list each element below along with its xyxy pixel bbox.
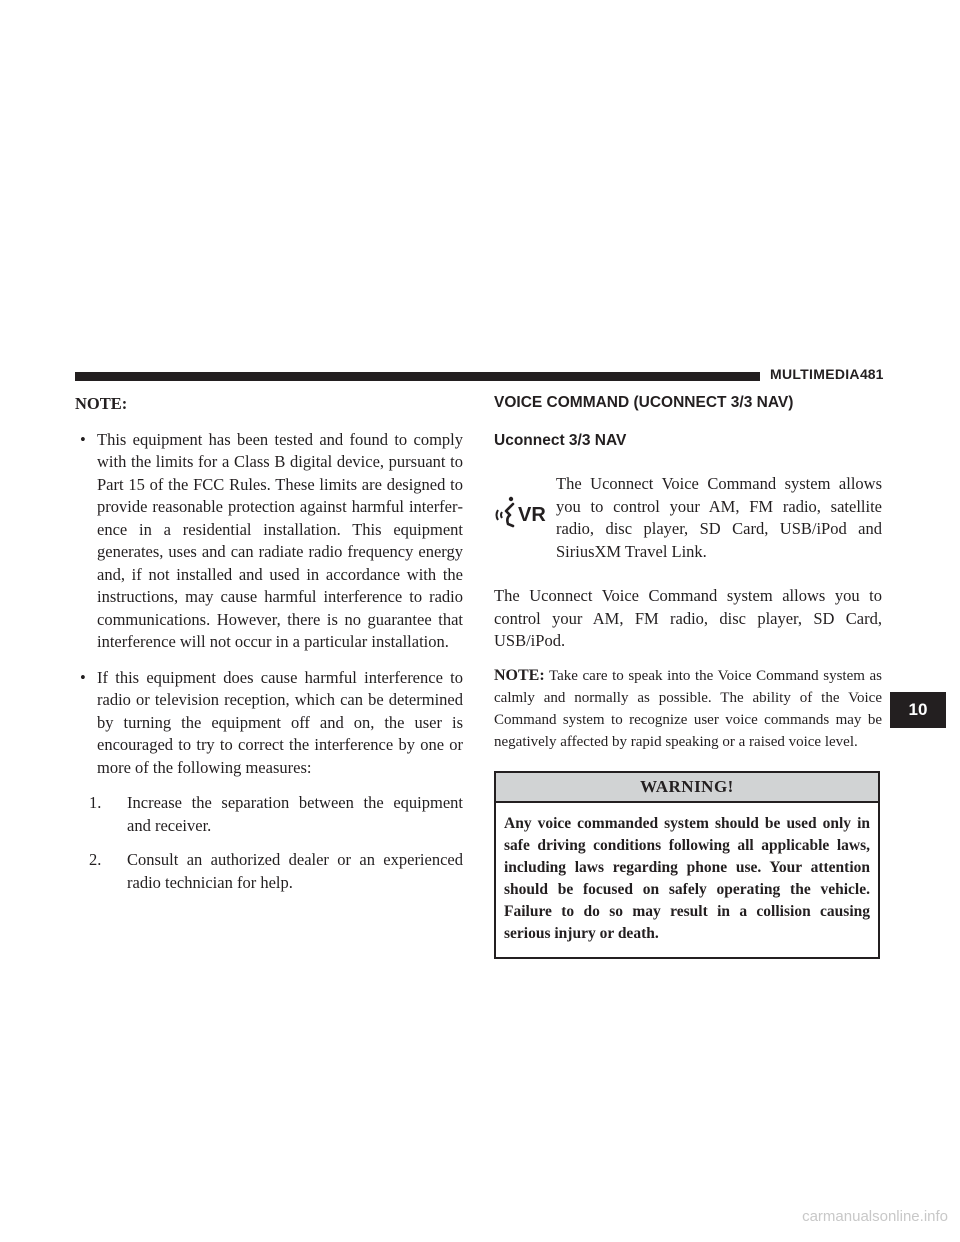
body-paragraph: The Uconnect Voice Command system allows you to control your AM, FM radio, disc player, SD Card, USB/iPod. [494, 586, 882, 650]
warning-body: Any voice commanded system should be used only in safe driving conditions following all applicable laws, including laws regarding phone use. Your attention should be focused on safely operating the vehicle. Failure to do so may result in a collision causing serious injury or death. [504, 814, 870, 942]
subsection-heading: Uconnect 3/3 NAV [494, 432, 627, 449]
bullet-icon: • [80, 429, 86, 449]
left-column [75, 393, 463, 906]
intro-text: The Uconnect Voice Command system allows you to control your AM, FM radio, satellite radio, disc player, SD Card, USB/iPod and SiriusXM Travel Link. [556, 474, 882, 561]
note-label: NOTE: [494, 666, 545, 684]
bullet-item [75, 667, 463, 780]
right-column [494, 393, 882, 959]
chapter-tab: 10 [890, 692, 946, 728]
voice-command-intro [494, 473, 882, 585]
section-title: MULTIMEDIA [770, 366, 860, 382]
measure-number: 2. [89, 850, 102, 869]
measure-number: 1. [89, 793, 102, 812]
measure-item [89, 849, 463, 894]
note-text: Take care to speak into the Voice Command system as calmly and normally as possible. The ability of the Voice Command system to recognize user voice commands may be negatively affected by rapid speaking or a raised voice level. [494, 667, 882, 750]
voice-note [494, 665, 882, 753]
bullet-text: This equipment has been tested and found to comply with the limits for a Class B digital device, pursuant to Part 15 of the FCC Rules. These limits are designed to provide reasonable protection against harmful interference in a residential installation. This equipment generates, uses and can radiate radio frequency energy and, if not installed and used in accordance with the instructions, may cause harmful interference to radio communications. However, there is no guarantee that interference will not occur in a particular installation. [97, 429, 463, 651]
warning-box [494, 771, 880, 959]
bullet-item [75, 429, 463, 654]
page-number: 481 [860, 366, 884, 382]
measure-text: Consult an authorized dealer or an experienced radio technician for help. [127, 850, 463, 892]
warning-title: WARNING! [496, 773, 878, 803]
header-rule [75, 372, 760, 381]
bullet-text: If this equipment does cause harmful interference to radio or television reception, which can be determined by turning the equipment off and on, the user is encouraged to try to correct the interference by one or more of the following measures: [97, 667, 463, 777]
section-heading: VOICE COMMAND (UCONNECT 3/3 NAV) [494, 394, 794, 411]
vr-icon-label: VR [518, 504, 546, 526]
voice-recognition-icon [494, 493, 554, 533]
measure-item [89, 792, 463, 837]
measure-text: Increase the separation between the equipment and receiver. [127, 793, 463, 835]
note-heading: NOTE: [75, 394, 128, 413]
watermark: carmanualsonline.info [802, 1208, 948, 1225]
bullet-icon: • [80, 667, 86, 687]
